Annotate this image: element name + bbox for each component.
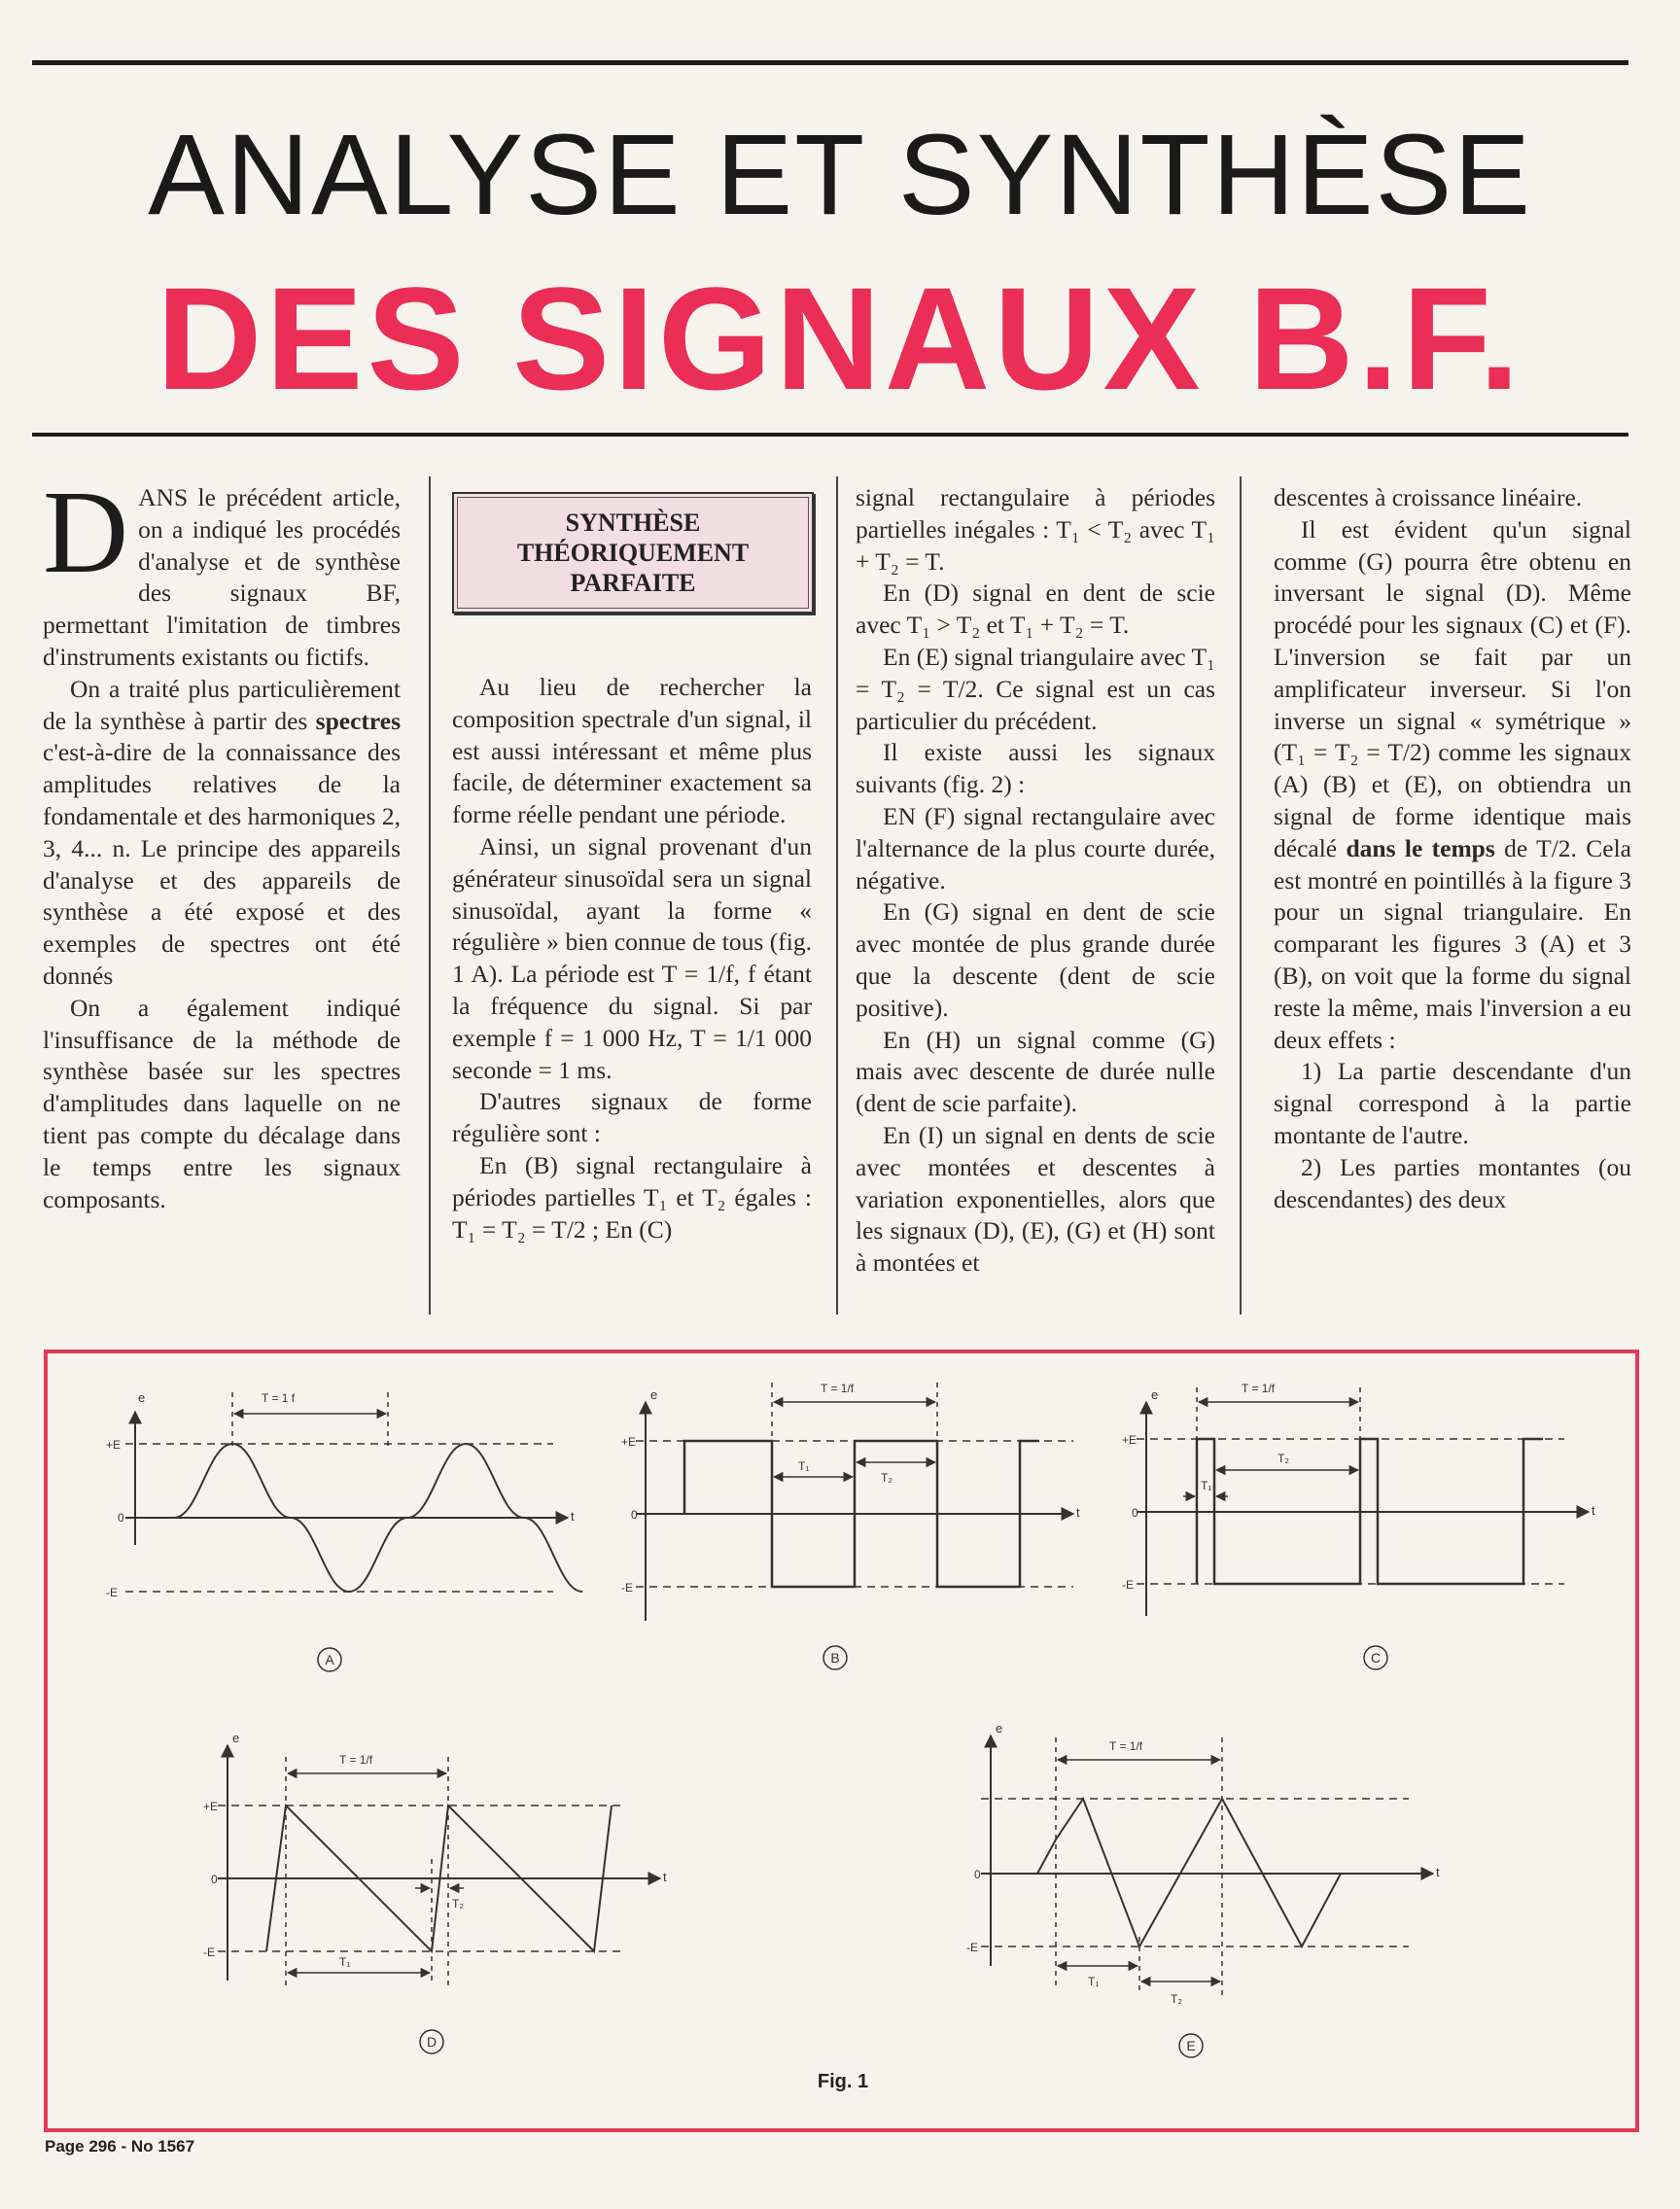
paragraph: 1) La partie descendante d'un signal correspond à la partie montante de l'autre. <box>1274 1057 1631 1149</box>
section-heading: SYNTHÈSE <box>565 508 701 537</box>
panel-label: E <box>1186 2038 1196 2053</box>
svg-text:+E: +E <box>621 1435 637 1449</box>
column-2 <box>452 482 812 1245</box>
paragraph: D'autres signaux de forme régulière sont : <box>452 1087 812 1148</box>
panel-e <box>966 1721 1440 2057</box>
svg-text:T = 1/f: T = 1/f <box>1242 1382 1276 1395</box>
svg-text:-E: -E <box>203 1946 215 1959</box>
paragraph: 2) Les parties montantes (ou descendantes) des deux <box>1274 1152 1631 1213</box>
page-footer: Page 296 - No 1567 <box>45 2137 195 2156</box>
panel-b <box>621 1382 1080 1669</box>
svg-text:0: 0 <box>211 1873 218 1886</box>
svg-text:+E: +E <box>1122 1433 1138 1447</box>
svg-text:e: e <box>1151 1387 1159 1402</box>
section-heading: THÉORIQUEMENT <box>516 539 750 567</box>
panel-d <box>203 1731 667 2053</box>
svg-text:0: 0 <box>974 1868 981 1881</box>
svg-text:T = 1/f: T = 1/f <box>821 1382 855 1395</box>
paragraph: Il est évident qu'un signal comme (G) pourra être obtenu en inversant le signal (D). Même procédé pour les signaux (C) et (F). L'inversion se fait par un amplificateur inverseur. Si l'on inverse un signal « symétrique » (T₁ = T₂ = T/2) comme les signaux (A) (B) et (E), on obtiendra un signal de forme identique mais décalé dans le temps de T/2. Cela est montré en pointillés à la figure 3 pour un signal triangulaire. En comparant les figures 3 (A) et 3 (B), on voit que la forme du signal reste la même, mais l'inversion a eu deux effets : <box>1274 514 1631 1054</box>
panel-c <box>1122 1382 1595 1669</box>
paragraph: En (G) signal en dent de scie avec montée de plus grande durée que la descente (dent de scie positive). <box>856 897 1215 1022</box>
panel-label: A <box>325 1652 334 1667</box>
svg-text:T₂: T₂ <box>881 1471 892 1485</box>
figure-caption: Fig. 1 <box>817 2071 869 2092</box>
panel-label: D <box>426 2034 438 2050</box>
paragraph: descentes à croissance linéaire. <box>1274 483 1583 511</box>
svg-text:T₁: T₁ <box>1088 1975 1100 1988</box>
svg-text:T₂: T₂ <box>1278 1452 1289 1465</box>
column-divider <box>836 476 838 1315</box>
paragraph: Au lieu de rechercher la composition spectrale d'un signal, il est aussi intéressant et même plus facile, de déterminer exactement sa forme réelle pendant une période. <box>452 673 812 829</box>
figure-1 <box>48 1353 1635 2128</box>
figure-1-frame <box>44 1350 1639 2132</box>
svg-text:T₂: T₂ <box>452 1897 464 1911</box>
svg-text:T = 1/f: T = 1/f <box>339 1753 373 1767</box>
paragraph: Il existe aussi les signaux suivants (fig. 2) : <box>856 738 1215 799</box>
paragraph: En (B) signal rectangulaire à périodes partielles T₁ et T₂ égales : T₁ = T₂ = T/2 ; En (C) <box>452 1150 812 1244</box>
svg-text:e: e <box>138 1390 146 1405</box>
svg-text:0: 0 <box>118 1511 124 1525</box>
paragraph: En (H) un signal comme (G) mais avec descente de durée nulle (dent de scie parfaite). <box>856 1025 1215 1118</box>
top-rule <box>32 60 1628 65</box>
intro-paragraph: DANS le précédent article, on a indiqué les procédés d'analyse et de synthèse des signaux BF, permettant l'imitation de timbres d'instruments existants ou fictifs. <box>43 467 401 671</box>
svg-text:0: 0 <box>1132 1506 1138 1520</box>
title-bottom-rule <box>32 433 1628 437</box>
column-4 <box>1274 482 1631 1215</box>
column-1 <box>43 467 401 1215</box>
svg-text:-E: -E <box>621 1581 633 1595</box>
drop-cap: D <box>43 467 129 598</box>
title-line-2: DES SIGNAUX B.F. <box>157 257 1523 420</box>
column-divider <box>1240 476 1242 1315</box>
column-3 <box>856 482 1215 1280</box>
svg-text:T₂: T₂ <box>1171 1992 1182 2006</box>
section-heading: PARFAITE <box>570 569 696 597</box>
svg-text:e: e <box>996 1721 1003 1736</box>
svg-text:T = 1/f: T = 1/f <box>1109 1739 1143 1753</box>
svg-text:0: 0 <box>631 1508 638 1522</box>
section-heading-box <box>452 492 814 614</box>
paragraph: En (E) signal triangulaire avec T₁ = T₂ = T/2. Ce signal est un cas particulier du précédent. <box>856 642 1215 735</box>
svg-text:t: t <box>1592 1503 1595 1518</box>
column-divider <box>429 476 431 1315</box>
panel-a <box>106 1390 582 1671</box>
panel-label: C <box>1370 1650 1382 1666</box>
svg-text:+E: +E <box>106 1438 122 1452</box>
svg-text:T₁: T₁ <box>1201 1479 1212 1492</box>
paragraph: Ainsi, un signal provenant d'un générateur sinusoïdal sera un signal sinusoïdal, ayant la forme « régulière » bien connue de tous (fig. 1 A). La période est T = 1/f, f étant la fréquence du signal. Si par exemple f = 1 000 Hz, T = 1/1 000 seconde = 1 ms. <box>452 831 812 1084</box>
paragraph: EN (F) signal rectangulaire avec l'alternance de la plus courte durée, négative. <box>856 801 1215 894</box>
svg-text:t: t <box>1436 1865 1440 1879</box>
svg-text:-E: -E <box>106 1586 118 1599</box>
paragraph: En (D) signal en dent de scie avec T₁ > T₂ et T₁ + T₂ = T. <box>856 579 1215 640</box>
paragraph: En (I) un signal en dents de scie avec montées et descentes à variation exponentielles, alors que les signaux (D), (E), (G) et (H) sont à montées et <box>856 1120 1215 1278</box>
svg-text:-E: -E <box>1122 1578 1134 1592</box>
svg-text:+E: +E <box>203 1800 219 1813</box>
svg-text:t: t <box>1076 1505 1080 1520</box>
paragraph: On a également indiqué l'insuffisance de la méthode de synthèse basée sur les spectres d'amplitudes dans laquelle on ne tient pas compte du décalage dans le temps entre les signaux composants. <box>43 993 401 1213</box>
panel-label: B <box>830 1650 840 1666</box>
svg-text:t: t <box>663 1870 667 1884</box>
title-line-1: ANALYSE ET SYNTHÈSE <box>148 111 1532 239</box>
svg-text:T₁: T₁ <box>339 1955 351 1969</box>
paragraph: On a traité plus particulièrement de la synthèse à partir des spectres c'est-à-dire de la connaissance des amplitudes relatives de la fondamentale et des harmoniques 2, 3, 4... n. Le principe des appareils d'analyse et des appareils de synthèse a été exposé et des exemples de spectres ont été donnés <box>43 674 401 990</box>
svg-text:t: t <box>571 1509 575 1524</box>
svg-text:-E: -E <box>966 1941 978 1954</box>
paragraph: signal rectangulaire à périodes partielles inégales : T₁ < T₂ avec T₁ + T₂ = T. <box>856 483 1215 576</box>
svg-text:e: e <box>650 1387 658 1402</box>
svg-text:T₁: T₁ <box>798 1459 810 1473</box>
svg-text:e: e <box>232 1731 240 1745</box>
period-label: T = 1 f <box>262 1391 296 1405</box>
